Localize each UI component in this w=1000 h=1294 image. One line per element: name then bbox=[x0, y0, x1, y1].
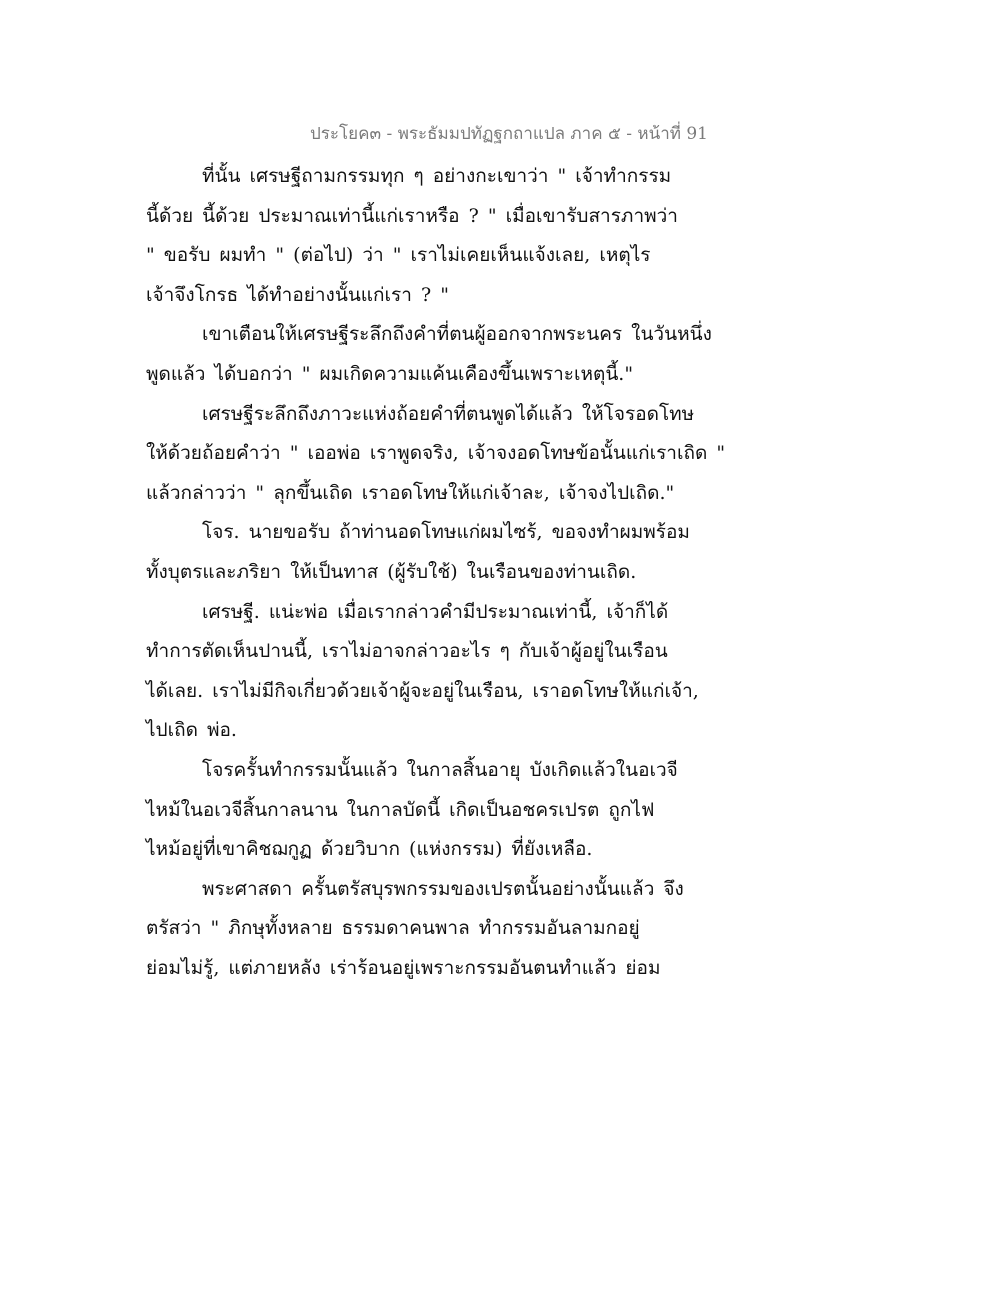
text-line: โจร. นายขอรับ ถ้าท่านอดโทษแก่ผมไซร้, ขอจงทำผมพร้อม bbox=[202, 521, 690, 544]
text-line: ตรัสว่า " ภิกษุทั้งหลาย ธรรมดาคนพาล ทำกรรมอันลามกอยู่ bbox=[146, 917, 640, 940]
text-line: แล้วกล่าวว่า " ลุกขึ้นเถิด เราอดโทษให้แก่เจ้าละ, เจ้าจงไปเถิด." bbox=[146, 481, 675, 504]
text-line: ให้ด้วยถ้อยคำว่า " เออพ่อ เราพูดจริง, เจ้าจงอดโทษข้อนั้นแก่เราเถิด " bbox=[146, 442, 726, 465]
text-line: ทำการตัดเห็นปานนี้, เราไม่อาจกล่าวอะไร ๆ กับเจ้าผู้อยู่ในเรือน bbox=[146, 640, 668, 663]
text-line: ไหม้ในอเวจีสิ้นกาลนาน ในกาลบัดนี้ เกิดเป็นอชครเปรต ถูกไฟ bbox=[146, 798, 655, 821]
text-line: " ขอรับ ผมทำ " (ต่อไป) ว่า " เราไม่เคยเห็นแจ้งเลย, เหตุไร bbox=[146, 244, 651, 267]
text-line: ได้เลย. เราไม่มีกิจเกี่ยวด้วยเจ้าผู้จะอยู่ในเรือน, เราอดโทษให้แก่เจ้า, bbox=[146, 679, 699, 702]
text-line: โจรครั้นทำกรรมนั้นแล้ว ในกาลสิ้นอายุ บังเกิดแล้วในอเวจี bbox=[202, 758, 678, 781]
text-line: เขาเตือนให้เศรษฐีระลึกถึงคำที่ตนผู้ออกจากพระนคร ในวันหนึ่ง bbox=[202, 323, 712, 346]
running-header: ประโยค๓ - พระธัมมปทัฏฐกถาแปล ภาค ๕ - หน้าที่ 91 bbox=[310, 124, 708, 144]
text-line: พูดแล้ว ได้บอกว่า " ผมเกิดความแค้นเคืองขึ้นเพราะเหตุนี้." bbox=[146, 362, 634, 385]
text-line: เศรษฐี. แน่ะพ่อ เมื่อเรากล่าวคำมีประมาณเท่านี้, เจ้าก็ได้ bbox=[202, 600, 669, 623]
text-line: ที่นั้น เศรษฐีถามกรรมทุก ๆ อย่างกะเขาว่า " เจ้าทำกรรม bbox=[202, 165, 672, 187]
text-line: ไหม้อยู่ที่เขาคิชฌกูฏ ด้วยวิบาก (แห่งกรรม) ที่ยังเหลือ. bbox=[146, 838, 593, 861]
text-line: เศรษฐีระลึกถึงภาวะแห่งถ้อยคำที่ตนพูดได้แล้ว ให้โจรอดโทษ bbox=[202, 402, 695, 425]
text-line: ทั้งบุตรและภริยา ให้เป็นทาส (ผู้รับใช้) ในเรือนของท่านเถิด. bbox=[146, 560, 637, 583]
text-line: พระศาสดา ครั้นตรัสบุรพกรรมของเปรตนั้นอย่างนั้นแล้ว จึง bbox=[202, 877, 684, 900]
text-line: ย่อมไม่รู้, แต่ภายหลัง เร่าร้อนอยู่เพราะกรรมอันตนทำแล้ว ย่อม bbox=[146, 956, 661, 979]
text-line: นี้ด้วย นี้ด้วย ประมาณเท่านี้แก่เราหรือ ? " เมื่อเขารับสารภาพว่า bbox=[146, 204, 678, 227]
body-text bbox=[146, 157, 726, 988]
text-line: เจ้าจึงโกรธ ได้ทำอย่างนั้นแก่เรา ? " bbox=[146, 283, 449, 306]
text-line: ไปเถิด พ่อ. bbox=[146, 719, 237, 742]
